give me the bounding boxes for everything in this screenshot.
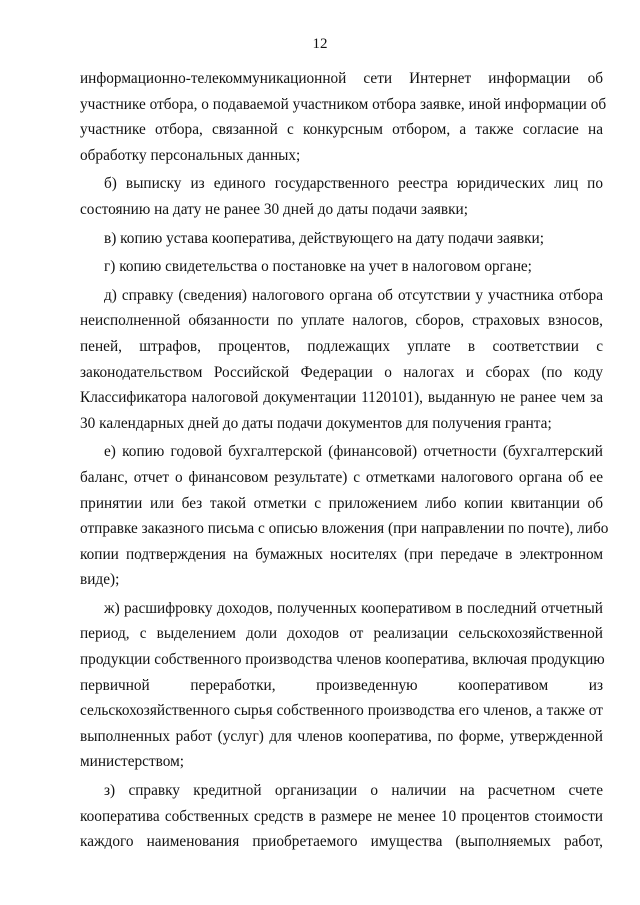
paragraph — [80, 778, 603, 855]
text-line: д) справку (сведения) налогового органа об отсутствии у участника отбора — [104, 286, 603, 304]
text-line: 30 календарных дней до даты подачи документов для получения гранта; — [80, 414, 552, 432]
paragraph — [80, 596, 603, 775]
text-line: участнике отбора, о подаваемой участником отбора заявке, иной информации об — [80, 95, 607, 113]
page-number: 12 — [312, 36, 328, 52]
text-line: министерством; — [80, 753, 185, 771]
text-line: выполненных работ (услуг) для членов кооператива, по форме, утвержденной — [80, 727, 603, 745]
text-line: законодательством Российской Федерации о налогах и сборах (по коду — [80, 363, 603, 381]
text-line: в) копию устава кооператива, действующего на дату подачи заявки; — [104, 229, 544, 247]
text-line: участнике отбора, связанной с конкурсным отбором, а также согласие на — [80, 121, 603, 139]
paragraph — [80, 171, 603, 222]
text-line: период, с выделением доли доходов от реализации сельскохозяйственной — [80, 625, 603, 643]
text-line: баланс, отчет о финансовом результате) с отметками налогового органа об ее — [80, 468, 603, 486]
paragraph — [80, 283, 603, 437]
paragraph — [80, 439, 609, 593]
text-line: продукции собственного производства членов кооператива, включая продукцию — [80, 651, 605, 669]
text-line: обработку персональных данных; — [80, 146, 301, 164]
text-line: состоянию на дату не ранее 30 дней до даты подачи заявки; — [80, 200, 468, 218]
text-line: копии подтверждения на бумажных носителях (при передаче в электронном — [80, 545, 603, 563]
paragraph — [80, 254, 603, 280]
text-line: ж) расшифровку доходов, полученных кооперативом в последний отчетный — [104, 599, 603, 617]
text-line: кооператива собственных средств в размере не менее 10 процентов стоимости — [80, 807, 603, 825]
text-line: б) выписку из единого государственного реестра юридических лиц по — [104, 175, 603, 193]
text-line: сельскохозяйственного сырья собственного производства его членов, а также от — [80, 702, 603, 720]
document-body — [80, 66, 609, 858]
text-line: з) справку кредитной организации о наличии на расчетном счете — [104, 782, 603, 800]
paragraph — [80, 66, 607, 168]
text-line: пеней, штрафов, процентов, подлежащих уплате в соответствии с — [80, 337, 603, 355]
text-line: неисполненной обязанности по уплате налогов, сборов, страховых взносов, — [80, 312, 603, 330]
text-line: отправке заказного письма с описью вложения (при направлении по почте), либо — [80, 520, 609, 538]
text-line: Классификатора налоговой документации 1120101), выданную не ранее чем за — [80, 389, 603, 407]
text-line: принятии или без такой отметки с приложением либо копии квитанции об — [80, 494, 603, 512]
text-line: каждого наименования приобретаемого имущества (выполняемых работ, — [80, 833, 603, 851]
text-line: информационно-телекоммуникационной сети Интернет информации об — [80, 70, 603, 87]
text-line: первичной переработки, произведенную кооперативом из — [80, 676, 603, 694]
paragraph — [80, 226, 603, 252]
text-line: виде); — [80, 571, 120, 589]
text-line: е) копию годовой бухгалтерской (финансовой) отчетности (бухгалтерский — [104, 443, 603, 461]
text-line: г) копию свидетельства о постановке на учет в налоговом органе; — [104, 258, 532, 276]
